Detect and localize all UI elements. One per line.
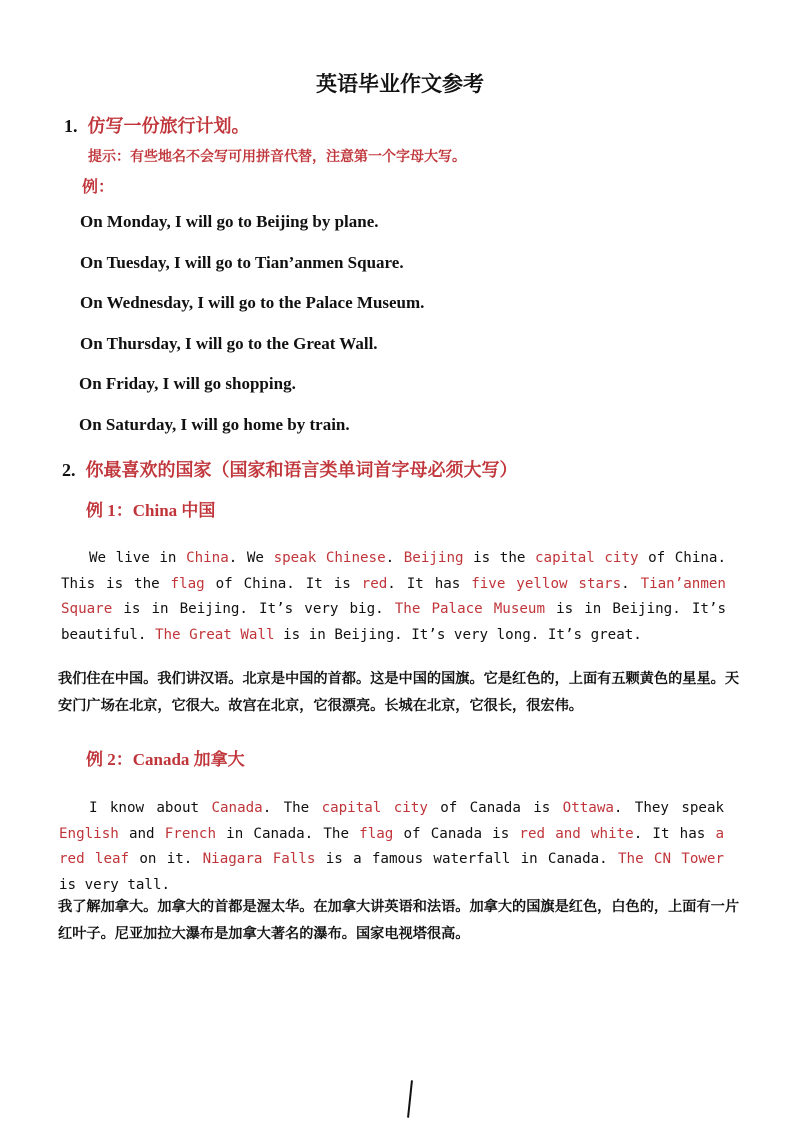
section-2-heading (62, 456, 518, 482)
plan-line-3: On Wednesday, I will go to the Palace Museum. (80, 293, 425, 312)
plan-line-4: On Thursday, I will go to the Great Wall. (80, 334, 378, 353)
section-2-number: 2. (62, 460, 76, 480)
example-2-keyword: red and white (519, 825, 634, 842)
example-1-text: is in Beijing. It’s very long. It’s great. (274, 626, 642, 643)
example-2-keyword: Ottawa (562, 800, 614, 816)
section-1-title: 仿写一份旅行计划。 (87, 116, 250, 136)
example-1-text: is the (463, 550, 535, 566)
pen-mark (407, 1080, 413, 1118)
example-2-text: . It has (633, 825, 716, 842)
example-1-text: is in Beijing. It’s very big. (112, 601, 395, 617)
example-2-keyword: French (164, 825, 216, 842)
example-1-text: is in Beijing. It’s beautiful. (61, 601, 726, 643)
example-2-text: . The (262, 800, 322, 816)
plan-line-1: On Monday, I will go to Beijing by plane. (80, 212, 379, 231)
example-2-text: of Canada is (393, 825, 520, 842)
example-1-keyword: five yellow stars (471, 575, 622, 592)
example-1-keyword: The Palace Museum (394, 601, 546, 617)
example-2-text: in Canada. The (216, 825, 360, 842)
example-2-keyword: capital city (321, 800, 428, 816)
section-2-title: 你最喜欢的国家（国家和语言类单词首字母必须大写） (85, 460, 518, 480)
example-1-chinese-paragraph: 我们住在中国。我们讲汉语。北京是中国的首都。这是中国的国旗。它是红色的，上面有五颗黄色的星星。天安门广场在北京，它很大。故宫在北京，它很漂亮。长城在北京，它很长，很宏伟。 (58, 671, 740, 714)
example-1-text: . (385, 550, 404, 566)
plan-line-6: On Saturday, I will go home by train. (79, 415, 350, 434)
example-2-text: I know about (89, 800, 212, 816)
example-1-keyword: Tian’anmen Square (61, 575, 726, 617)
example-2-keyword: a red leaf (59, 825, 724, 867)
example-1-text: . We (228, 550, 274, 566)
example-2-keyword: flag (359, 825, 394, 842)
example-2-label: 例 2：Canada 加拿大 (86, 750, 245, 769)
example-2-chinese-paragraph: 我了解加拿大。加拿大的首都是渥太华。在加拿大讲英语和法语。加拿大的国旗是红色，白色的，上面有一片红叶子。尼亚加拉大瀑布是加拿大著名的瀑布。国家电视塔很高。 (58, 899, 740, 942)
example-1-keyword: speak Chinese (273, 550, 386, 566)
example-1-text: We live in (89, 550, 187, 566)
example-2-text: of Canada is (427, 800, 563, 816)
example-1-text: of China. It is (204, 575, 362, 592)
plan-line-5: On Friday, I will go shopping. (79, 374, 296, 393)
example-2-text: is very tall. (59, 876, 171, 893)
example-1-keyword: red (361, 575, 388, 592)
section-1-heading (64, 112, 250, 138)
section-1-hint: 提示：有些地名不会写可用拼音代替，注意第一个字母大写。 (88, 150, 466, 165)
example-1-keyword: flag (170, 575, 205, 592)
section-1-number: 1. (64, 116, 78, 136)
example-1-text: . It has (387, 575, 472, 592)
example-2-text: . They speak (613, 800, 725, 816)
example-2-keyword: Canada (211, 800, 263, 816)
example-2-keyword: Niagara Falls (202, 851, 316, 867)
example-2-english-paragraph (59, 796, 724, 898)
plan-line-2: On Tuesday, I will go to Tian’anmen Square. (80, 253, 404, 272)
example-1-keyword: The Great Wall (154, 626, 275, 643)
example-2-keyword: English (59, 825, 119, 842)
example-1-label: 例 1：China 中国 (86, 501, 216, 520)
page-title: 英语毕业作文参考 (316, 72, 484, 96)
example-1-keyword: China (186, 550, 229, 566)
example-1-keyword: Beijing (403, 550, 464, 566)
example-2-text: on it. (129, 851, 203, 867)
section-1-example-label: 例： (82, 179, 115, 196)
example-2-text: is a famous waterfall in Canada. (315, 851, 619, 867)
example-1-keyword: capital city (535, 550, 639, 566)
example-1-english-paragraph (61, 546, 726, 648)
example-1-text: of China. This is the (61, 550, 727, 592)
example-2-keyword: The CN Tower (618, 851, 724, 867)
example-2-text: and (118, 825, 165, 842)
example-1-text: . (621, 575, 641, 592)
